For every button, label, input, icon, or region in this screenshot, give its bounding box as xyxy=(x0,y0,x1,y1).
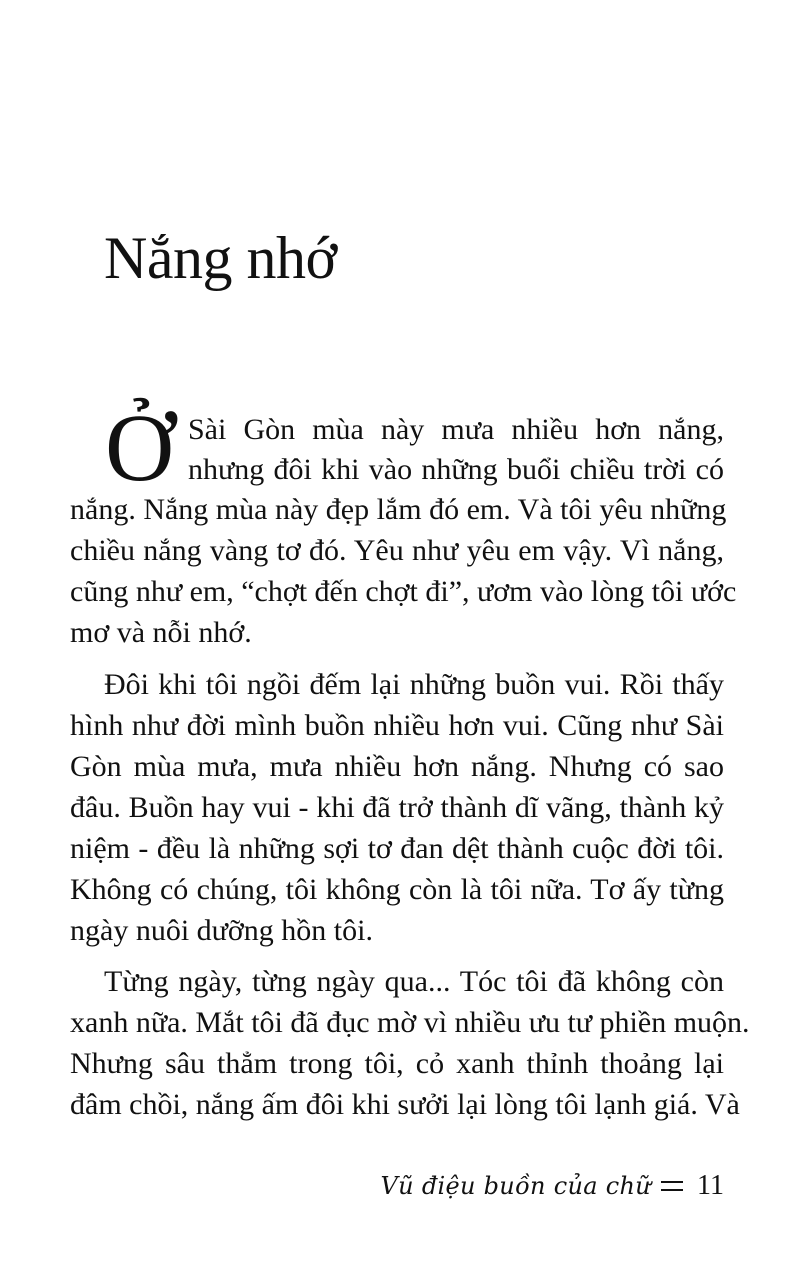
text-line: Không có chúng, tôi không còn là tôi nữa. Tơ ấy từng xyxy=(70,873,724,906)
text-line: hình như đời mình buồn nhiều hơn vui. Cũng như Sài xyxy=(70,709,724,742)
text-line: Gòn mùa mưa, mưa nhiều hơn nắng. Nhưng có sao xyxy=(70,750,724,783)
page-footer xyxy=(381,1166,725,1206)
text-line: Nhưng sâu thẳm trong tôi, cỏ xanh thỉnh thoảng lại xyxy=(70,1047,724,1080)
text-line: ngày nuôi dưỡng hồn tôi. xyxy=(70,914,373,947)
text-line: Từng ngày, từng ngày qua... Tóc tôi đã không còn xyxy=(104,965,724,998)
text-line: mơ và nỗi nhớ. xyxy=(70,616,252,649)
text-line: Sài Gòn mùa này mưa nhiều hơn nắng, xyxy=(188,413,724,446)
text-line: đâu. Buồn hay vui - khi đã trở thành dĩ vãng, thành kỷ xyxy=(70,791,724,824)
text-line: nắng. Nắng mùa này đẹp lắm đó em. Và tôi yêu những xyxy=(70,493,727,526)
page-number: 11 xyxy=(697,1170,724,1201)
text-line: Đôi khi tôi ngồi đếm lại những buồn vui. Rồi thấy xyxy=(104,668,724,701)
text-line: đâm chồi, nắng ấm đôi khi sưởi lại lòng tôi lạnh giá. Và xyxy=(70,1088,740,1121)
book-title: Vũ điệu buồn của chữ xyxy=(380,1172,652,1200)
text-line: nhưng đôi khi vào những buổi chiều trời có xyxy=(188,453,724,486)
text-line: cũng như em, “chợt đến chợt đi”, ươm vào lòng tôi ước xyxy=(70,575,737,608)
chapter-title: Nắng nhớ xyxy=(104,225,337,291)
text-line: niệm - đều là những sợi tơ đan dệt thành cuộc đời tôi. xyxy=(70,832,724,865)
drop-cap: Ở xyxy=(105,394,175,501)
text-line: xanh nữa. Mắt tôi đã đục mờ vì nhiều ưu tư phiền muộn. xyxy=(70,1006,750,1039)
text-line: chiều nắng vàng tơ đó. Yêu như yêu em vậy. Vì nắng, xyxy=(70,534,724,567)
double-rule-ornament xyxy=(661,1181,683,1191)
